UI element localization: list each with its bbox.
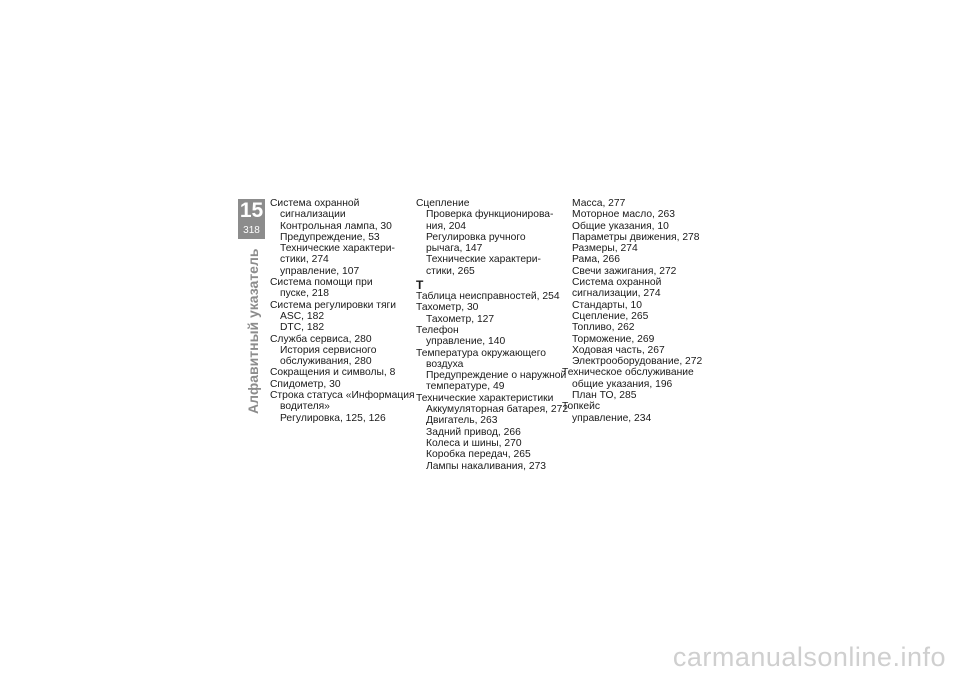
index-column-1 — [270, 198, 415, 424]
index-entry: Технические характеристики — [416, 392, 554, 404]
index-subentry: Технические характери- — [280, 243, 395, 255]
index-subentry: Тахометр, 127 — [426, 313, 495, 325]
index-subentry: Стандарты, 10 — [572, 299, 642, 311]
index-subentry: Масса, 277 — [572, 198, 626, 209]
index-subentry: Лампы накаливания, 273 — [426, 460, 547, 472]
index-entry: Сцепление — [416, 198, 470, 209]
chapter-tab — [238, 199, 265, 239]
index-subentry: ASC, 182 — [280, 310, 325, 322]
index-subentry: Общие указания, 10 — [572, 220, 669, 232]
index-subentry: управление, 234 — [572, 412, 652, 424]
index-subentry: пуске, 218 — [280, 288, 330, 300]
index-entry: Тахометр, 30 — [416, 302, 479, 314]
index-letter-heading: Т — [416, 278, 424, 293]
index-subentry: История сервисного — [280, 344, 377, 356]
index-subentry: Моторное масло, 263 — [572, 209, 675, 221]
index-entry: Спидометр, 30 — [270, 378, 341, 390]
index-subentry: Система охранной — [572, 277, 662, 289]
index-subentry: общие указания, 196 — [572, 378, 673, 390]
index-subentry: управление, 140 — [426, 336, 506, 348]
index-subentry: Ходовая часть, 267 — [572, 344, 665, 356]
index-subentry: рычага, 147 — [426, 243, 483, 255]
index-entry: Система помощи при — [270, 277, 373, 289]
index-subentry: ния, 204 — [426, 220, 466, 232]
index-subentry: Коробка передач, 265 — [426, 449, 531, 461]
index-subentry: Торможение, 269 — [572, 333, 655, 345]
index-subentry: Предупреждение о наружной — [426, 370, 567, 382]
index-entry: Техническое обслуживание — [562, 367, 694, 379]
index-subentry: Сцепление, 265 — [572, 310, 649, 322]
index-subentry: водителя» — [280, 401, 330, 413]
index-subentry: Размеры, 274 — [572, 243, 638, 255]
index-subentry: стики, 274 — [280, 254, 329, 266]
index-subentry: управление, 107 — [280, 265, 360, 277]
index-subentry: Свечи зажигания, 272 — [572, 265, 677, 277]
index-subentry: План ТО, 285 — [572, 390, 637, 402]
index-subentry: Регулировка, 125, 126 — [280, 412, 386, 424]
index-subentry: Параметры движения, 278 — [572, 231, 700, 243]
index-subentry: Аккумуляторная батарея, 272 — [426, 404, 569, 416]
index-subentry: Топливо, 262 — [572, 322, 635, 334]
section-title: Алфавитный указатель — [245, 248, 261, 414]
watermark: carmanualsonline.info — [672, 642, 946, 672]
index-subentry: Задний привод, 266 — [426, 426, 521, 438]
chapter-number: 15 — [239, 199, 264, 222]
index-subentry: Технические характери- — [426, 254, 541, 266]
index-entry: Таблица неисправностей, 254 — [416, 291, 560, 303]
index-subentry: сигнализации — [280, 209, 346, 221]
index-subentry: Контрольная лампа, 30 — [280, 220, 392, 232]
index-column-3 — [562, 198, 704, 424]
index-entry: Сокращения и символы, 8 — [270, 367, 396, 379]
index-subentry: Двигатель, 263 — [426, 415, 498, 427]
index-subentry: Колеса и шины, 270 — [426, 437, 522, 449]
index-subentry: Предупреждение, 53 — [280, 231, 380, 243]
index-column-2 — [416, 198, 569, 472]
index-entry: Строка статуса «Информация — [270, 390, 415, 402]
index-subentry: сигнализации, 274 — [572, 288, 661, 300]
index-subentry: температуре, 49 — [426, 381, 505, 393]
index-entry: Телефон — [416, 324, 459, 336]
index-entry: Температура окружающего — [416, 347, 547, 359]
index-subentry: DTC, 182 — [280, 322, 325, 334]
index-subentry: обслуживания, 280 — [280, 356, 372, 368]
index-subentry: Рама, 266 — [572, 254, 620, 266]
page-number: 318 — [243, 225, 260, 236]
index-subentry: стики, 265 — [426, 265, 475, 277]
index-entry: Служба сервиса, 280 — [270, 333, 372, 345]
index-subentry: воздуха — [426, 358, 464, 370]
index-entry: Система охранной — [270, 198, 360, 209]
index-entry: Топкейс — [562, 401, 601, 413]
index-entry: Система регулировки тяги — [270, 299, 397, 311]
index-subentry: Регулировка ручного — [426, 231, 526, 243]
index-subentry: Электрооборудование, 272 — [572, 356, 703, 368]
index-subentry: Проверка функционирова- — [426, 209, 554, 221]
